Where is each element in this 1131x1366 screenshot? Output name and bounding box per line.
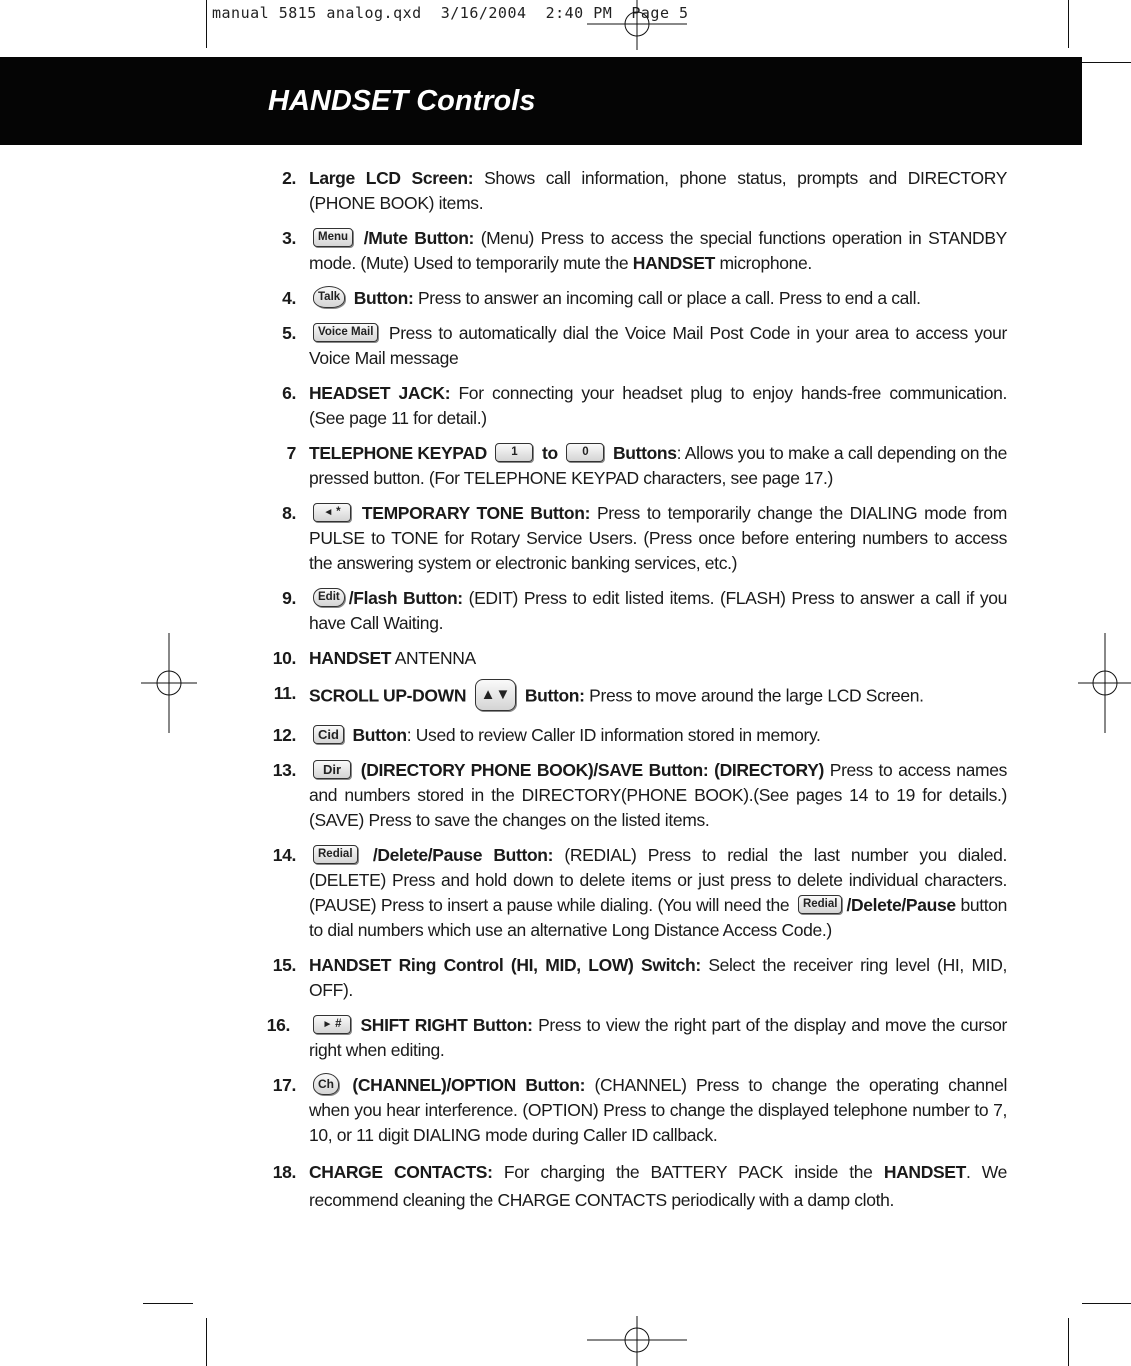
list-item bbox=[262, 321, 1007, 371]
item-title: Button bbox=[352, 725, 407, 745]
crop-mark bbox=[206, 1318, 207, 1366]
list-item bbox=[262, 843, 1007, 943]
item-title: /Flash Button: bbox=[348, 588, 463, 608]
list-item bbox=[262, 953, 1007, 1003]
item-text: . We recommend cleaning the CHARGE CONTACTS periodically with a damp cloth. bbox=[309, 1162, 1007, 1210]
crop-mark bbox=[1068, 0, 1069, 48]
voice-mail-key-icon: Voice Mail bbox=[313, 323, 378, 342]
item-number: 15. bbox=[272, 955, 296, 975]
registration-mark-icon bbox=[1078, 633, 1131, 733]
key-1-icon: 1 bbox=[495, 443, 533, 462]
menu-key-icon: Menu bbox=[313, 228, 353, 247]
item-number: 16. bbox=[266, 1015, 290, 1035]
item-text: (Menu) Press to access the special functions operation in STANDBY mode. (Mute) Used to temporarily mute the bbox=[309, 228, 1007, 273]
item-title: TEMPORARY TONE Button: bbox=[361, 503, 591, 523]
item-text: Press to temporarily change the DIALING mode from PULSE to TONE for Rotary Service Users. (Press once before entering numbers to access the answering system or electronic banking services, etc.) bbox=[309, 503, 1007, 573]
item-text-bold: to bbox=[542, 443, 558, 463]
item-text: ANTENNA bbox=[394, 648, 476, 668]
item-text: Press to move around the large LCD Screen. bbox=[589, 685, 924, 706]
item-text: For connecting your headset plug to enjoy hands-free communication. (See page 11 for detail.) bbox=[309, 383, 1007, 428]
item-text: Select the receiver ring level (HI, MID, OFF). bbox=[309, 955, 1007, 1000]
list-item bbox=[262, 1073, 1007, 1148]
registration-mark-icon bbox=[141, 633, 197, 733]
item-text: Shows call information, phone status, prompts and DIRECTORY (PHONE BOOK) items. bbox=[309, 168, 1008, 213]
cid-key-icon: Cid bbox=[313, 725, 344, 744]
list-item bbox=[262, 441, 1007, 491]
item-number: 4. bbox=[282, 288, 296, 308]
item-text: Press to access names and numbers stored in the DIRECTORY(PHONE BOOK).(See pages 14 to 19 for details.) (SAVE) Press to save the changes on the listed items. bbox=[309, 760, 1007, 830]
item-text: Press to answer an incoming call or place a call. Press to end a call. bbox=[417, 288, 921, 308]
item-title: TELEPHONE KEYPAD bbox=[309, 443, 487, 463]
item-title: HANDSET bbox=[309, 648, 392, 668]
edit-key-icon: Edit bbox=[313, 588, 345, 607]
item-number: 2. bbox=[282, 168, 296, 188]
item-number: 5. bbox=[282, 323, 296, 343]
dir-key-icon: Dir bbox=[313, 760, 351, 779]
item-number: 6. bbox=[282, 383, 296, 403]
talk-key-icon: Talk bbox=[313, 286, 345, 308]
item-number: 13. bbox=[272, 760, 296, 780]
item-text: Press to automatically dial the Voice Mail Post Code in your area to access your Voice Mail message bbox=[309, 323, 1008, 368]
print-slug: manual 5815 analog.qxd 3/16/2004 2:40 PM Page 5 bbox=[212, 4, 689, 22]
item-title: Large LCD Screen: bbox=[309, 168, 474, 188]
item-text: For charging the BATTERY PACK inside the bbox=[503, 1162, 873, 1182]
list-item bbox=[262, 681, 1007, 713]
item-number: 18. bbox=[272, 1162, 296, 1182]
item-title: (CHANNEL)/OPTION Button: bbox=[352, 1075, 586, 1095]
crop-mark bbox=[1082, 1303, 1131, 1304]
list-item bbox=[262, 501, 1007, 576]
crop-mark bbox=[143, 1303, 193, 1304]
item-text: microphone. bbox=[719, 253, 812, 273]
item-title: SHIFT RIGHT Button: bbox=[360, 1015, 533, 1035]
item-text: : Allows you to make a call depending on the pressed button. (For TELEPHONE KEYPAD characters, see page 17.) bbox=[309, 443, 1008, 488]
list-item bbox=[262, 758, 1007, 833]
list-item bbox=[262, 646, 1007, 671]
item-text-bold: HANDSET bbox=[632, 253, 715, 273]
item-number: 11. bbox=[273, 683, 296, 703]
list-item bbox=[262, 1013, 1007, 1063]
list-item bbox=[262, 286, 1007, 311]
item-number: 10. bbox=[272, 648, 296, 668]
item-text: (REDIAL) Press to redial the last number you dialed. (DELETE) Press and hold down to delete items or just press to delete individual characters. (PAUSE) Press to insert a pause while dialing. (You will need the bbox=[309, 845, 1007, 915]
redial-key-icon: Redial bbox=[313, 845, 358, 864]
registration-mark-icon bbox=[587, 1316, 687, 1366]
item-text-bold: HANDSET bbox=[883, 1162, 966, 1182]
item-number: 17. bbox=[272, 1075, 296, 1095]
item-title: CHARGE CONTACTS: bbox=[309, 1162, 493, 1182]
crop-mark bbox=[1082, 62, 1131, 63]
item-text: button to dial numbers which use an alternative Long Distance Access Code.) bbox=[309, 895, 1007, 940]
item-title: /Delete/Pause Button: bbox=[372, 845, 554, 865]
star-shift-left-key-icon: ◄ * bbox=[313, 503, 351, 522]
item-title: Buttons bbox=[612, 443, 677, 463]
crop-mark bbox=[1068, 1318, 1069, 1366]
registration-mark-icon bbox=[587, 0, 687, 50]
list-item bbox=[262, 586, 1007, 636]
item-title: SCROLL UP-DOWN bbox=[309, 685, 467, 706]
item-title: /Mute Button: bbox=[363, 228, 475, 248]
page-title: HANDSET Controls bbox=[268, 85, 536, 117]
item-number: 7 bbox=[286, 443, 296, 463]
list-item bbox=[262, 723, 1007, 748]
item-text: (CHANNEL) Press to change the operating channel when you hear interference. (OPTION) Press to change the displayed telephone number to 7, 10, or 11 digit DIALING mode during Caller ID callback. bbox=[309, 1075, 1008, 1145]
item-title: HANDSET Ring Control (HI, MID, LOW) Switch: bbox=[309, 955, 701, 975]
channel-key-icon: Ch bbox=[313, 1073, 339, 1095]
item-title: (DIRECTORY PHONE BOOK)/SAVE Button: (DIRECTORY) bbox=[360, 760, 824, 780]
list-item bbox=[262, 166, 1007, 216]
item-number: 3. bbox=[282, 228, 296, 248]
item-text: (EDIT) Press to edit listed items. (FLASH) Press to answer a call if you have Call Waiting. bbox=[309, 588, 1007, 633]
item-number: 14. bbox=[272, 845, 296, 865]
controls-list bbox=[262, 166, 1007, 1224]
item-title: /Delete/Pause bbox=[846, 895, 956, 915]
item-title: HEADSET JACK: bbox=[309, 383, 451, 403]
key-0-icon: 0 bbox=[566, 443, 604, 462]
scroll-up-down-key-icon: ▲▼ bbox=[475, 679, 517, 711]
item-title: Button: bbox=[524, 685, 585, 706]
crop-mark bbox=[206, 0, 207, 48]
item-text: Press to view the right part of the display and move the cursor right when editing. bbox=[309, 1015, 1007, 1060]
item-text: : Used to review Caller ID information stored in memory. bbox=[406, 725, 821, 745]
item-number: 12. bbox=[272, 725, 296, 745]
item-title: Button: bbox=[353, 288, 414, 308]
list-item bbox=[262, 226, 1007, 276]
redial-key-icon: Redial bbox=[798, 895, 843, 914]
list-item bbox=[262, 1158, 1007, 1214]
hash-shift-right-key-icon: ► # bbox=[313, 1015, 351, 1034]
item-number: 9. bbox=[282, 588, 296, 608]
list-item bbox=[262, 381, 1007, 431]
item-number: 8. bbox=[282, 503, 296, 523]
header-bar bbox=[0, 57, 1082, 145]
